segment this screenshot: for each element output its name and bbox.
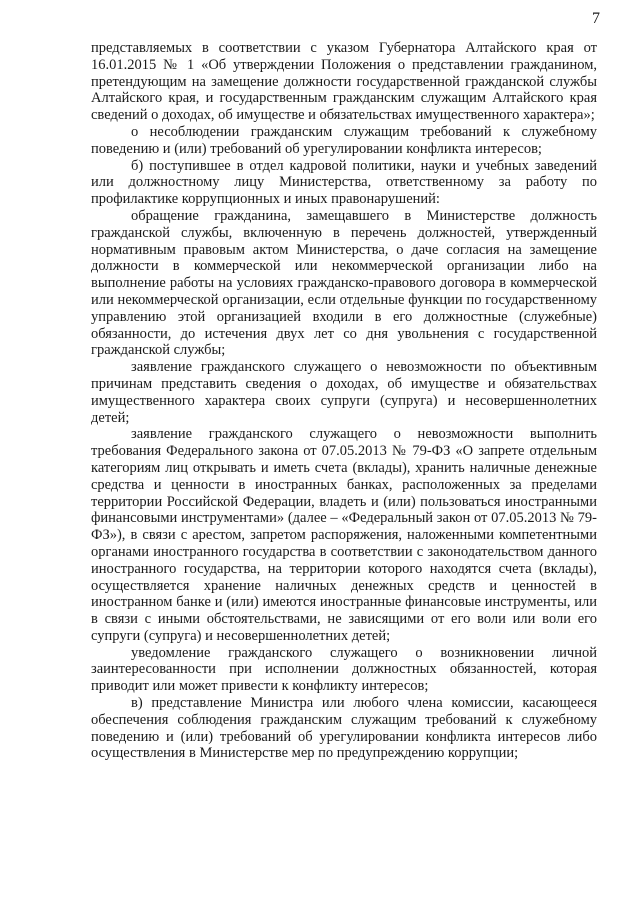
paragraph: о несоблюдении гражданским служащим требований к служебному поведению и (или) требований об урегулировании конфликта интересов; [91, 123, 597, 157]
paragraph: заявление гражданского служащего о невозможности по объективным причинам представить сведения о доходах, об имуществе и обязательствах имущественного характера своих супруги (супруга) и несовершеннолетних детей; [91, 359, 597, 426]
paragraph-item-b: б) поступившее в отдел кадровой политики, науки и учебных заведений или должностному лицу Министерства, ответственному за работу по профилактике коррупционных и иных правонарушений: [91, 157, 597, 208]
paragraph: заявление гражданского служащего о невозможности выполнить требования Федерального закона от 07.05.2013 № 79-ФЗ «О запрете отдельным категориям лиц открывать и иметь счета (вклады), хранить наличные денежные средства и ценности в иностранных банках, расположенных за пределами территории Российской Федерации, владеть и (или) пользоваться иностранными финансовыми инструментами» (далее – «Федеральный закон от 07.05.2013 № 79-ФЗ»), в связи с арестом, запретом распоряжения, наложенными компетентными органами иностранного государства в соответствии с законодательством данного иностранного государства, на территории которого находятся счета (вклады), осуществляется хранение наличных денежных средств и ценностей в иностранном банке и (или) имеются иностранные финансовые инструменты, или в связи с иными обстоятельствами, не зависящими от его воли или воли его супруги (супруга) и несовершеннолетних детей; [91, 426, 597, 644]
paragraph-item-v: в) представление Министра или любого члена комиссии, касающееся обеспечения соблюдения гражданским служащим требований к служебному поведению и (или) требований об урегулировании конфликта интересов либо осуществления в Министерстве мер по предупреждению коррупции; [91, 695, 597, 762]
page-number: 7 [592, 10, 600, 27]
paragraph-continuation: представляемых в соответствии с указом Губернатора Алтайского края от 16.01.2015 № 1 «Об утверждении Положения о представлении гражданином, претендующим на замещение должности государственной гражданской службы Алтайского края, и государственным гражданским служащим Алтайского края сведений о доходах, об имуществе и обязательствах имущественного характера»; [91, 40, 597, 124]
paragraph: обращение гражданина, замещавшего в Министерстве должность гражданской службы, включенную в перечень должностей, утвержденный нормативным правовым актом Министерства, о даче согласия на замещение должности в коммерческой или некоммерческой организации либо на выполнение работы на условиях гражданско-правового договора в коммерческой или некоммерческой организации, если отдельные функции по государственному управлению этой организацией входили в его должностные (служебные) обязанности, до истечения двух лет со дня увольнения с государственной гражданской службы; [91, 207, 597, 359]
document-body [91, 40, 597, 762]
paragraph: уведомление гражданского служащего о возникновении личной заинтересованности при исполнении должностных обязанностей, которая приводит или может привести к конфликту интересов; [91, 644, 597, 695]
